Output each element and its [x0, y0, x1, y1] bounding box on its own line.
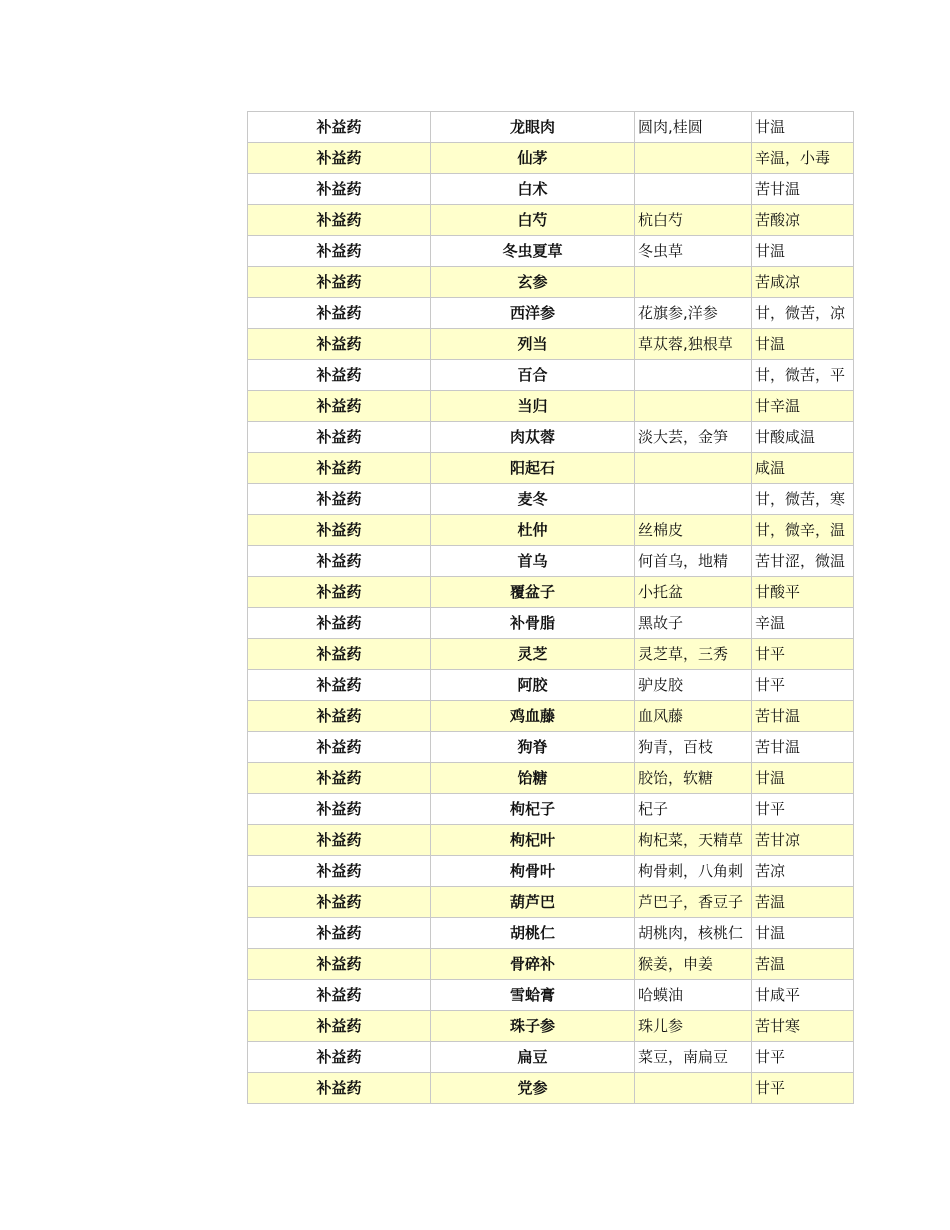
- property-cell: 甘温: [752, 112, 854, 143]
- property-cell: 甘，微苦，寒: [752, 484, 854, 515]
- alias-cell: 猴姜，申姜: [635, 949, 752, 980]
- herb-name-cell: 杜仲: [431, 515, 635, 546]
- herb-name-cell: 龙眼肉: [431, 112, 635, 143]
- table-row: [248, 794, 854, 825]
- table-row: [248, 422, 854, 453]
- alias-cell: 黑故子: [635, 608, 752, 639]
- herb-name-cell: 珠子参: [431, 1011, 635, 1042]
- table-row: [248, 1042, 854, 1073]
- property-cell: 苦温: [752, 887, 854, 918]
- herb-name-cell: 灵芝: [431, 639, 635, 670]
- property-cell: 甘平: [752, 670, 854, 701]
- herb-name-cell: 枸杞叶: [431, 825, 635, 856]
- category-cell: 补益药: [248, 1073, 431, 1104]
- herb-name-cell: 狗脊: [431, 732, 635, 763]
- property-cell: 甘，微苦，平: [752, 360, 854, 391]
- alias-cell: 血风藤: [635, 701, 752, 732]
- table-row: [248, 825, 854, 856]
- category-cell: 补益药: [248, 391, 431, 422]
- table-row: [248, 887, 854, 918]
- property-cell: 甘，微辛，温: [752, 515, 854, 546]
- herb-name-cell: 仙茅: [431, 143, 635, 174]
- herb-name-cell: 覆盆子: [431, 577, 635, 608]
- herb-name-cell: 列当: [431, 329, 635, 360]
- category-cell: 补益药: [248, 856, 431, 887]
- category-cell: 补益药: [248, 453, 431, 484]
- table-row: [248, 391, 854, 422]
- herb-name-cell: 雪蛤膏: [431, 980, 635, 1011]
- alias-cell: 胶饴，软糖: [635, 763, 752, 794]
- herb-name-cell: 扁豆: [431, 1042, 635, 1073]
- alias-cell: 狗青，百枝: [635, 732, 752, 763]
- property-cell: 苦甘温: [752, 174, 854, 205]
- property-cell: 辛温，小毒: [752, 143, 854, 174]
- property-cell: 苦甘寒: [752, 1011, 854, 1042]
- category-cell: 补益药: [248, 949, 431, 980]
- category-cell: 补益药: [248, 546, 431, 577]
- category-cell: 补益药: [248, 174, 431, 205]
- property-cell: 苦甘温: [752, 732, 854, 763]
- table-row: [248, 329, 854, 360]
- category-cell: 补益药: [248, 236, 431, 267]
- category-cell: 补益药: [248, 112, 431, 143]
- alias-cell: 草苁蓉,独根草: [635, 329, 752, 360]
- category-cell: 补益药: [248, 360, 431, 391]
- alias-cell: [635, 143, 752, 174]
- herb-name-cell: 麦冬: [431, 484, 635, 515]
- category-cell: 补益药: [248, 205, 431, 236]
- category-cell: 补益药: [248, 794, 431, 825]
- table-row: [248, 267, 854, 298]
- category-cell: 补益药: [248, 887, 431, 918]
- herb-name-cell: 玄参: [431, 267, 635, 298]
- category-cell: 补益药: [248, 701, 431, 732]
- alias-cell: 淡大芸，金笋: [635, 422, 752, 453]
- herb-name-cell: 百合: [431, 360, 635, 391]
- table-row: [248, 515, 854, 546]
- table-row: [248, 205, 854, 236]
- table-row: [248, 577, 854, 608]
- category-cell: 补益药: [248, 763, 431, 794]
- alias-cell: 杭白芍: [635, 205, 752, 236]
- category-cell: 补益药: [248, 329, 431, 360]
- property-cell: 甘酸咸温: [752, 422, 854, 453]
- table-row: [248, 143, 854, 174]
- category-cell: 补益药: [248, 639, 431, 670]
- alias-cell: [635, 267, 752, 298]
- property-cell: 咸温: [752, 453, 854, 484]
- property-cell: 甘平: [752, 1042, 854, 1073]
- table-row: [248, 670, 854, 701]
- category-cell: 补益药: [248, 143, 431, 174]
- herb-name-cell: 枸骨叶: [431, 856, 635, 887]
- alias-cell: 枸杞菜，天精草: [635, 825, 752, 856]
- table-row: [248, 639, 854, 670]
- category-cell: 补益药: [248, 825, 431, 856]
- table-row: [248, 608, 854, 639]
- category-cell: 补益药: [248, 670, 431, 701]
- property-cell: 甘酸平: [752, 577, 854, 608]
- alias-cell: 丝棉皮: [635, 515, 752, 546]
- table-row: [248, 1073, 854, 1104]
- herb-name-cell: 西洋参: [431, 298, 635, 329]
- table-row: [248, 701, 854, 732]
- herb-name-cell: 白芍: [431, 205, 635, 236]
- property-cell: 苦温: [752, 949, 854, 980]
- category-cell: 补益药: [248, 484, 431, 515]
- herb-table-body: [248, 112, 854, 1104]
- table-row: [248, 484, 854, 515]
- property-cell: 苦凉: [752, 856, 854, 887]
- category-cell: 补益药: [248, 918, 431, 949]
- category-cell: 补益药: [248, 298, 431, 329]
- herb-name-cell: 葫芦巴: [431, 887, 635, 918]
- alias-cell: 冬虫草: [635, 236, 752, 267]
- table-row: [248, 918, 854, 949]
- herb-table: [247, 111, 854, 1104]
- herb-name-cell: 骨碎补: [431, 949, 635, 980]
- alias-cell: [635, 391, 752, 422]
- alias-cell: [635, 360, 752, 391]
- herb-name-cell: 冬虫夏草: [431, 236, 635, 267]
- herb-name-cell: 补骨脂: [431, 608, 635, 639]
- property-cell: 甘温: [752, 918, 854, 949]
- herb-name-cell: 饴糖: [431, 763, 635, 794]
- herb-name-cell: 白术: [431, 174, 635, 205]
- alias-cell: [635, 484, 752, 515]
- alias-cell: [635, 174, 752, 205]
- herb-name-cell: 肉苁蓉: [431, 422, 635, 453]
- table-row: [248, 112, 854, 143]
- herb-name-cell: 党参: [431, 1073, 635, 1104]
- property-cell: 甘温: [752, 236, 854, 267]
- table-row: [248, 298, 854, 329]
- herb-name-cell: 枸杞子: [431, 794, 635, 825]
- category-cell: 补益药: [248, 732, 431, 763]
- alias-cell: 菜豆，南扁豆: [635, 1042, 752, 1073]
- alias-cell: [635, 453, 752, 484]
- alias-cell: [635, 1073, 752, 1104]
- property-cell: 甘平: [752, 794, 854, 825]
- alias-cell: 小托盆: [635, 577, 752, 608]
- table-row: [248, 949, 854, 980]
- property-cell: 苦酸凉: [752, 205, 854, 236]
- category-cell: 补益药: [248, 515, 431, 546]
- category-cell: 补益药: [248, 1011, 431, 1042]
- alias-cell: 驴皮胶: [635, 670, 752, 701]
- table-row: [248, 174, 854, 205]
- table-row: [248, 732, 854, 763]
- table-row: [248, 453, 854, 484]
- category-cell: 补益药: [248, 1042, 431, 1073]
- table-row: [248, 1011, 854, 1042]
- table-row: [248, 856, 854, 887]
- table-row: [248, 236, 854, 267]
- property-cell: 苦甘涩，微温: [752, 546, 854, 577]
- alias-cell: 胡桃肉，核桃仁: [635, 918, 752, 949]
- property-cell: 甘咸平: [752, 980, 854, 1011]
- property-cell: 甘平: [752, 1073, 854, 1104]
- alias-cell: 枸骨刺，八角刺: [635, 856, 752, 887]
- category-cell: 补益药: [248, 577, 431, 608]
- herb-name-cell: 鸡血藤: [431, 701, 635, 732]
- herb-name-cell: 首乌: [431, 546, 635, 577]
- alias-cell: 芦巴子，香豆子: [635, 887, 752, 918]
- property-cell: 辛温: [752, 608, 854, 639]
- alias-cell: 花旗参,洋参: [635, 298, 752, 329]
- herb-name-cell: 胡桃仁: [431, 918, 635, 949]
- property-cell: 苦咸凉: [752, 267, 854, 298]
- property-cell: 甘平: [752, 639, 854, 670]
- alias-cell: 圆肉,桂圆: [635, 112, 752, 143]
- herb-name-cell: 阿胶: [431, 670, 635, 701]
- alias-cell: 杞子: [635, 794, 752, 825]
- property-cell: 甘，微苦，凉: [752, 298, 854, 329]
- category-cell: 补益药: [248, 267, 431, 298]
- table-row: [248, 546, 854, 577]
- table-row: [248, 980, 854, 1011]
- category-cell: 补益药: [248, 422, 431, 453]
- property-cell: 苦甘温: [752, 701, 854, 732]
- category-cell: 补益药: [248, 608, 431, 639]
- property-cell: 甘温: [752, 329, 854, 360]
- herb-name-cell: 当归: [431, 391, 635, 422]
- herb-name-cell: 阳起石: [431, 453, 635, 484]
- alias-cell: 珠儿参: [635, 1011, 752, 1042]
- category-cell: 补益药: [248, 980, 431, 1011]
- property-cell: 苦甘凉: [752, 825, 854, 856]
- alias-cell: 哈蟆油: [635, 980, 752, 1011]
- table-row: [248, 360, 854, 391]
- alias-cell: 灵芝草，三秀: [635, 639, 752, 670]
- table-row: [248, 763, 854, 794]
- property-cell: 甘辛温: [752, 391, 854, 422]
- alias-cell: 何首乌，地精: [635, 546, 752, 577]
- property-cell: 甘温: [752, 763, 854, 794]
